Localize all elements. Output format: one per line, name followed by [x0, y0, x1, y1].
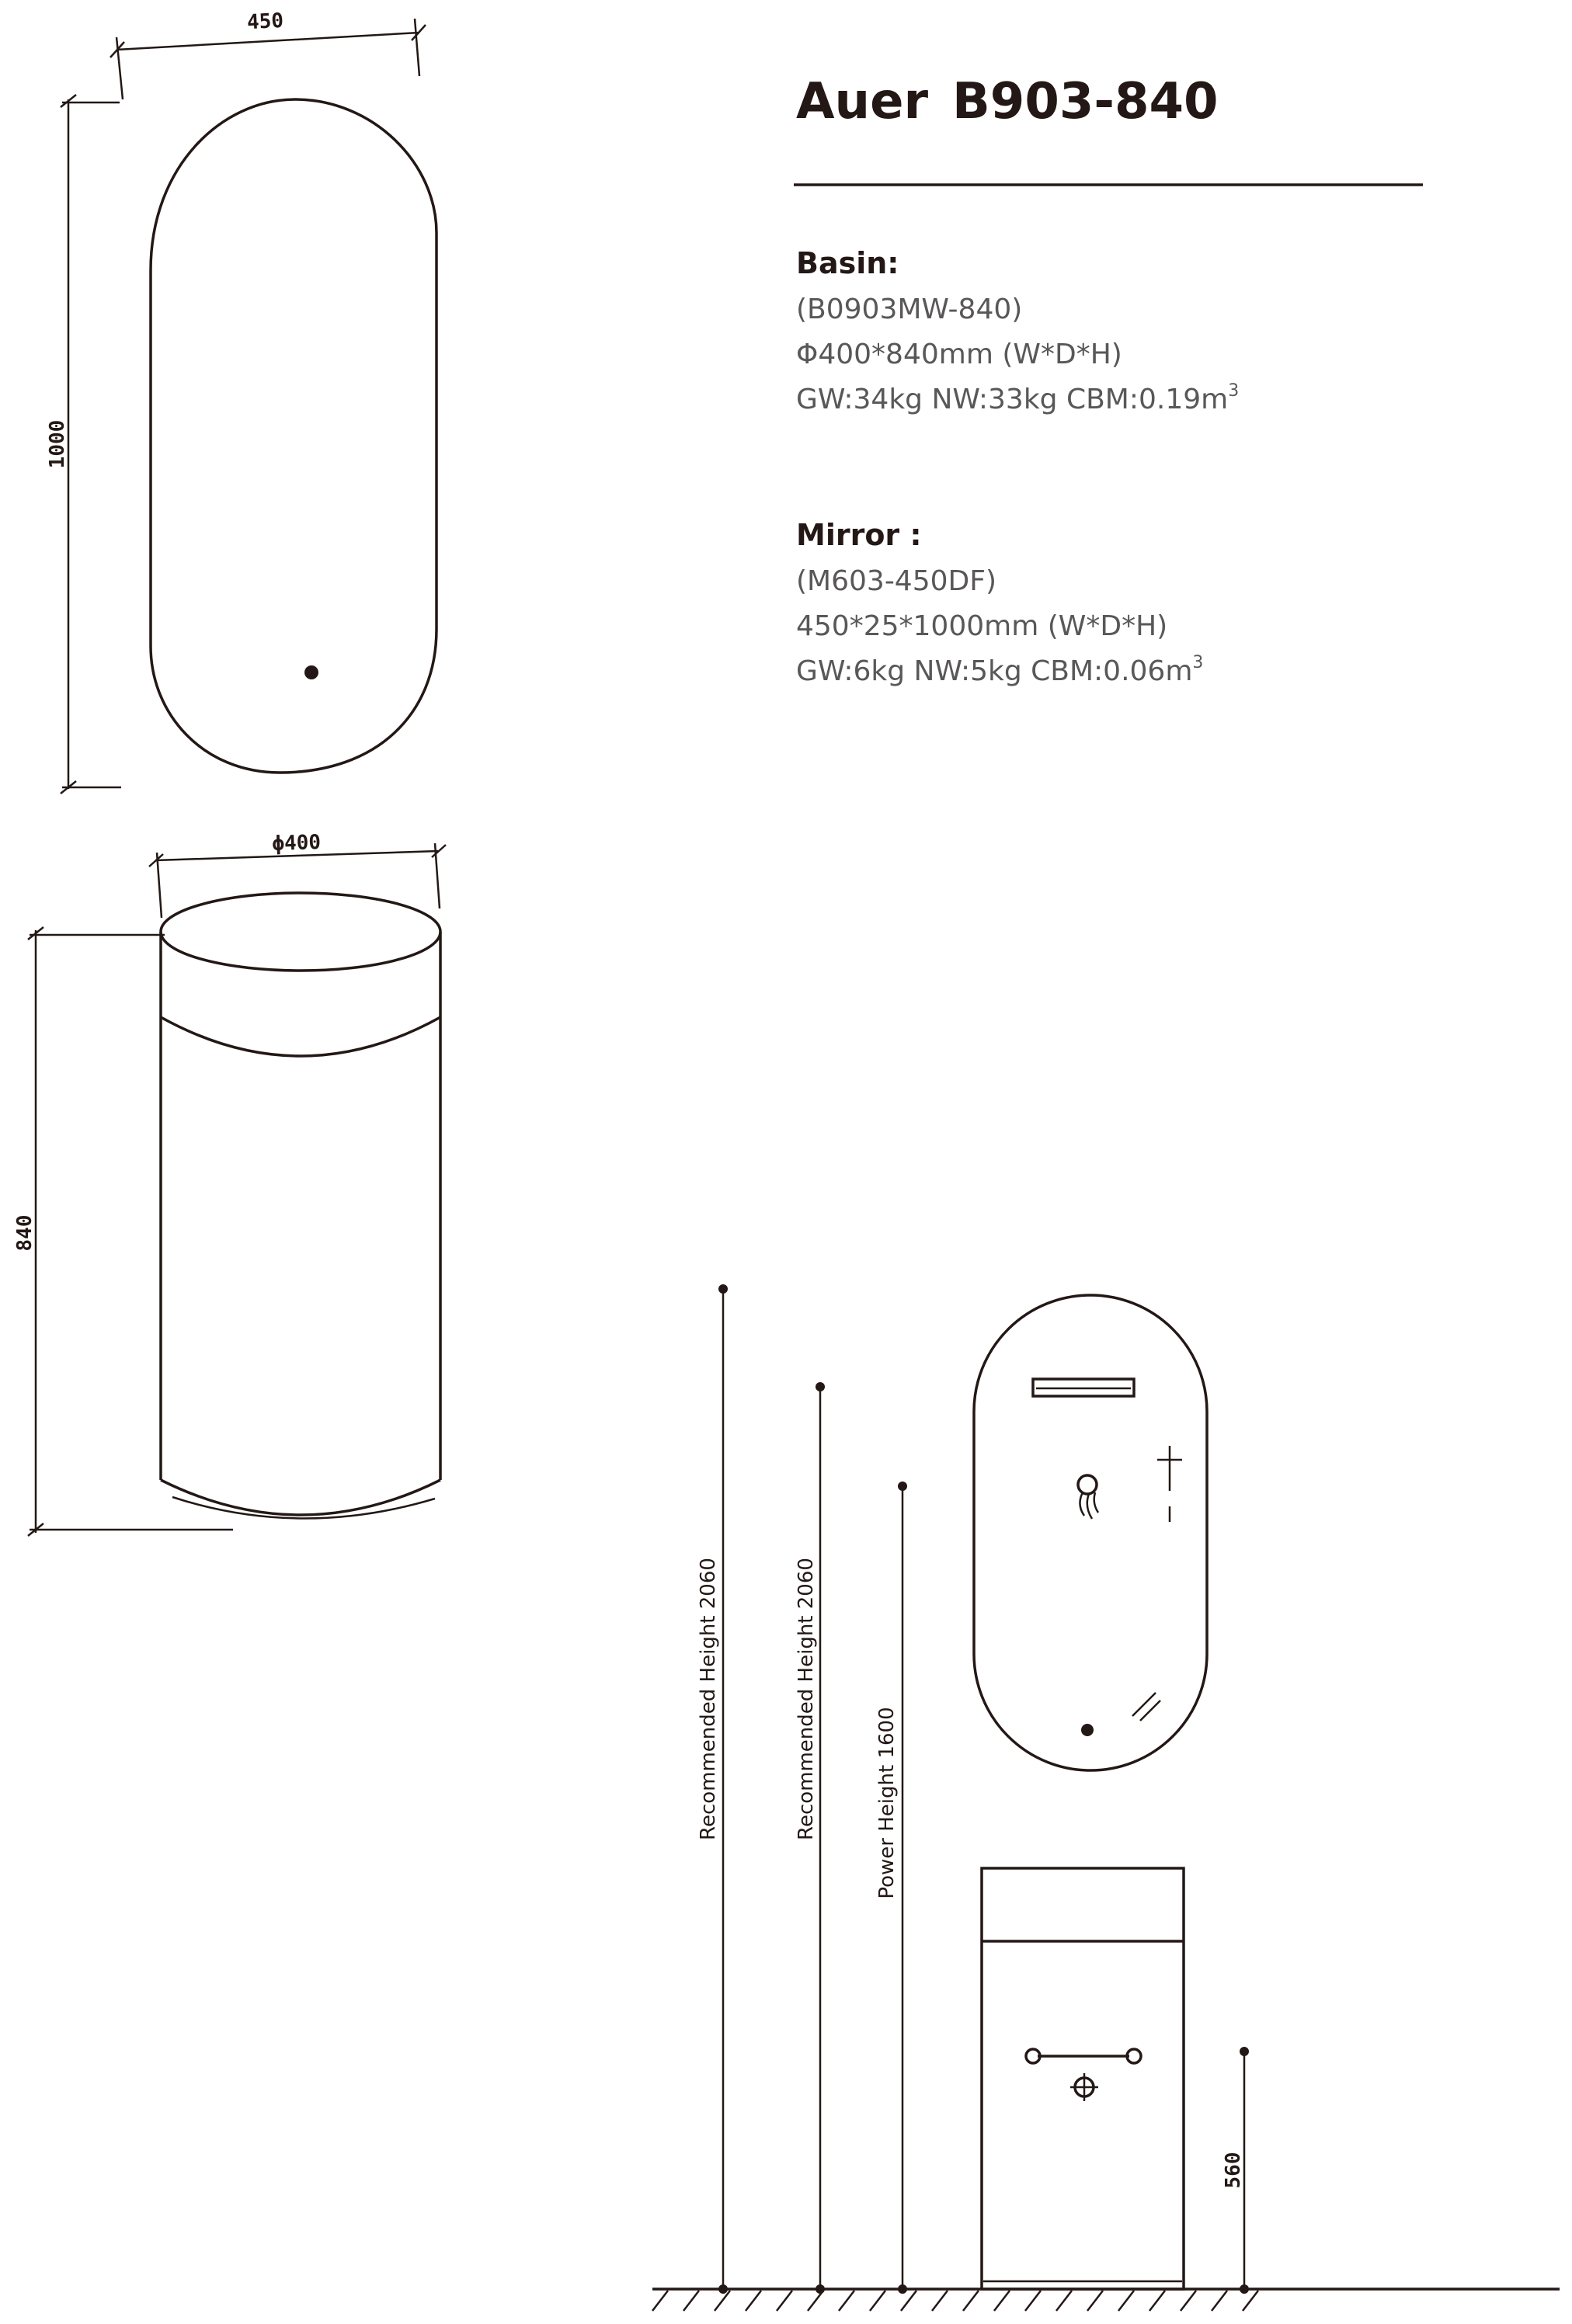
power-dot-icon — [304, 665, 318, 679]
mirror-outline — [151, 99, 436, 773]
plus-icon — [1157, 1446, 1182, 1491]
basin-height-label: 840 — [13, 1214, 37, 1252]
mirror-code: (M603-450DF) — [796, 565, 996, 597]
installed-mirror-outline — [974, 1295, 1207, 1770]
basin-code: (B0903MW-840) — [796, 294, 1023, 325]
mirror-width-dim-line — [117, 33, 419, 50]
drain-icon — [1070, 2073, 1098, 2101]
mirror-width-label: 450 — [246, 9, 284, 35]
recommended-height-label-1: Recommended Height 2060 — [697, 1558, 720, 1840]
mirror-weights: GW:6kg NW:5kg $CBM:0.06m^3$ — [796, 653, 1204, 687]
mirror-width-ext-right — [415, 19, 419, 76]
basin-heading: Basin: — [796, 246, 899, 280]
installation-view — [652, 1284, 1560, 2311]
basin-diameter-ext-left — [157, 853, 162, 918]
faucet-icon — [1026, 2049, 1141, 2063]
basin-diameter-label: ϕ400 — [271, 830, 322, 856]
mirror-size: 450*25*1000mm (W*D*H) — [796, 610, 1168, 642]
basin-side-view — [13, 831, 446, 1536]
mirror-heading: Mirror : — [796, 518, 922, 552]
installed-power-dot-icon — [1081, 1724, 1094, 1736]
product-model: B903-840 — [952, 73, 1219, 130]
drain-height-label: 560 — [1222, 2152, 1245, 2189]
basin-bottom-curve — [161, 1480, 440, 1515]
power-height-label: Power Height 1600 — [875, 1707, 899, 1899]
basin-size: Φ400*840mm (W*D*H) — [796, 339, 1122, 370]
power-height-point — [898, 1482, 907, 1491]
drain-height-point — [1240, 2047, 1249, 2056]
light-sensor-icon — [1078, 1475, 1098, 1519]
mirror-height-label: 1000 — [46, 419, 69, 469]
mirror-front-view — [46, 9, 436, 794]
floor-hatching — [652, 2291, 1258, 2311]
basin-band-curve — [161, 1017, 440, 1056]
recommended-height-point-1 — [718, 1284, 728, 1294]
defog-icon — [1132, 1693, 1160, 1721]
recommended-height-point-2 — [816, 1382, 825, 1391]
basin-rim-ellipse — [161, 893, 440, 971]
basin-weights: GW:34kg NW:33kg $CBM:0.19m^3$ — [796, 381, 1240, 415]
product-brand: Auer — [796, 73, 929, 130]
recommended-height-label-2: Recommended Height 2060 — [795, 1558, 818, 1840]
